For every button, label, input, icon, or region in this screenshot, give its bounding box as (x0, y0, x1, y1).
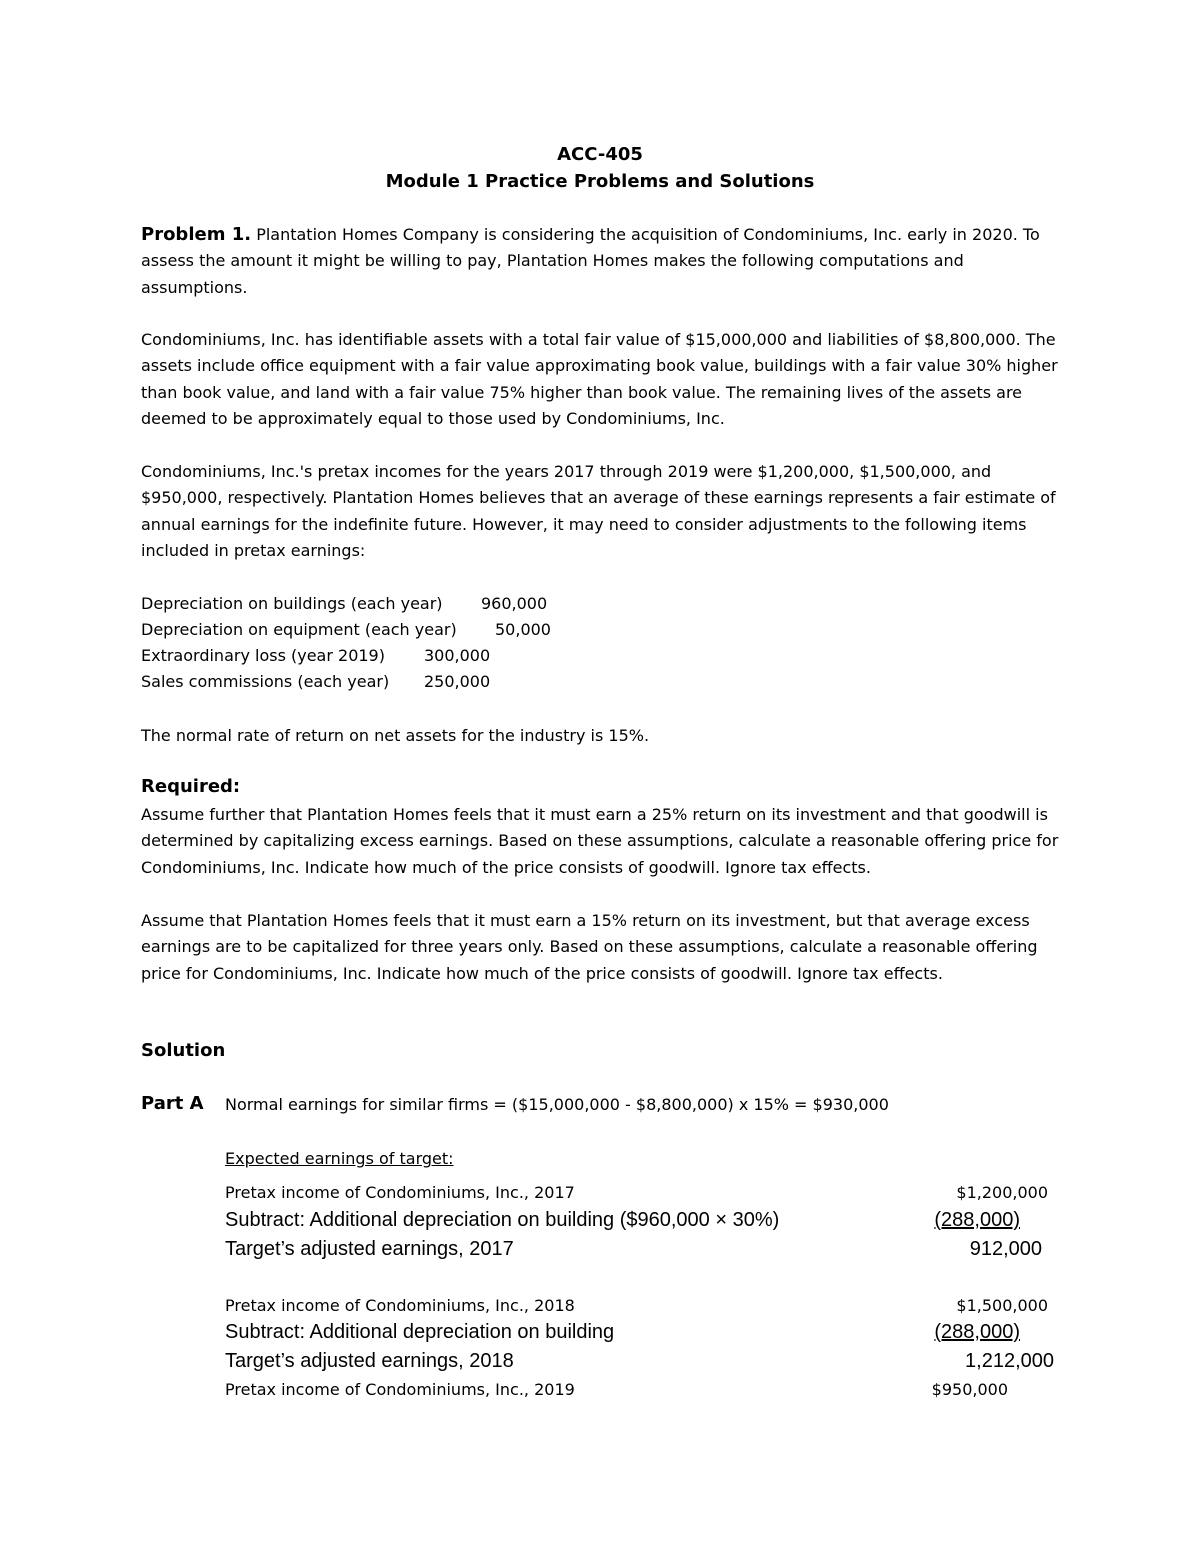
adjusted-2017-value: 912,000 (969, 1238, 1042, 1260)
problem-assets-paragraph: Condominiums, Inc. has identifiable assets with a total fair value of $15,000,000 and liabilities of $8,800,000. The assets include office equipment with a fair value approximating book value, buildings with a fair value 30% higher than book value, and land with a fair value 75% higher than book value. The remaining lives of the assets are deemed to be approximately equal to those used by Condominiums, Inc. (141, 330, 1058, 429)
adjusted-2017-label: Target’s adjusted earnings, 2017 (225, 1238, 514, 1260)
list-item (141, 620, 551, 639)
subtract-2018-value: (288,000) (934, 1321, 1020, 1343)
item-label: Depreciation on equipment (each year) (141, 620, 457, 639)
course-code: ACC-405 (557, 144, 643, 165)
item-label: Depreciation on buildings (each year) (141, 594, 443, 613)
page-title: Module 1 Practice Problems and Solutions (385, 171, 815, 192)
item-value: 960,000 (481, 594, 548, 613)
pretax-2018-label: Pretax income of Condominiums, Inc., 2018 (225, 1296, 575, 1315)
problem-income-paragraph: Condominiums, Inc.'s pretax incomes for the years 2017 through 2019 were $1,200,000, $1,500,000, and $950,000, respectively. Plantation Homes believes that an average of these earnings represents a fair estimate of annual earnings for the indefinite future. However, it may need to consider adjustments to the following items included in pretax earnings: (141, 462, 1056, 561)
item-label: Extraordinary loss (year 2019) (141, 646, 385, 665)
list-item (141, 672, 491, 691)
list-item (141, 646, 491, 665)
pretax-2017-label: Pretax income of Condominiums, Inc., 2017 (225, 1183, 575, 1202)
required-part-a: Assume further that Plantation Homes feels that it must earn a 25% return on its investment and that goodwill is determined by capitalizing excess earnings. Based on these assumptions, calculate a reasonable offering price for Condominiums, Inc. Indicate how much of the price consists of goodwill. Ignore tax effects. (141, 805, 1059, 877)
subtract-2017-value: (288,000) (934, 1209, 1020, 1231)
item-value: 50,000 (495, 620, 551, 639)
problem-label: Problem 1. (141, 224, 252, 245)
item-label: Sales commissions (each year) (141, 672, 390, 691)
problem-intro-text: Plantation Homes Company is considering the acquisition of Condominiums, Inc. early in 2020. To assess the amount it might be willing to pay, Plantation Homes makes the following computations and assumptions. (141, 225, 1040, 297)
required-heading: Required: (141, 776, 241, 797)
pretax-2017-value: $1,200,000 (956, 1183, 1048, 1202)
subtract-2018-label: Subtract: Additional depreciation on building (225, 1321, 615, 1343)
list-item (141, 594, 548, 613)
part-a-label: Part A (141, 1093, 204, 1114)
problem-intro (141, 222, 1061, 301)
pretax-2019-label: Pretax income of Condominiums, Inc., 2019 (225, 1380, 575, 1399)
normal-rate-text: The normal rate of return on net assets for the industry is 15%. (141, 726, 650, 745)
normal-earnings-text: Normal earnings for similar firms = ($15,000,000 - $8,800,000) x 15% = $930,000 (225, 1095, 889, 1114)
adjusted-2018-value: 1,212,000 (965, 1350, 1054, 1372)
item-value: 250,000 (424, 672, 491, 691)
expected-earnings-heading: Expected earnings of target: (225, 1149, 454, 1168)
subtract-2017-label: Subtract: Additional depreciation on building ($960,000 × 30%) (225, 1209, 780, 1231)
pretax-2019-value: $950,000 (931, 1380, 1008, 1399)
item-value: 300,000 (424, 646, 491, 665)
solution-heading: Solution (141, 1040, 226, 1061)
required-part-b: Assume that Plantation Homes feels that it must earn a 15% return on its investment, but that average excess earnings are to be capitalized for three years only. Based on these assumptions, calculate a reasonable offering price for Condominiums, Inc. Indicate how much of the price consists of goodwill. Ignore tax effects. (141, 911, 1038, 983)
pretax-2018-value: $1,500,000 (956, 1296, 1048, 1315)
adjusted-2018-label: Target’s adjusted earnings, 2018 (225, 1350, 514, 1372)
